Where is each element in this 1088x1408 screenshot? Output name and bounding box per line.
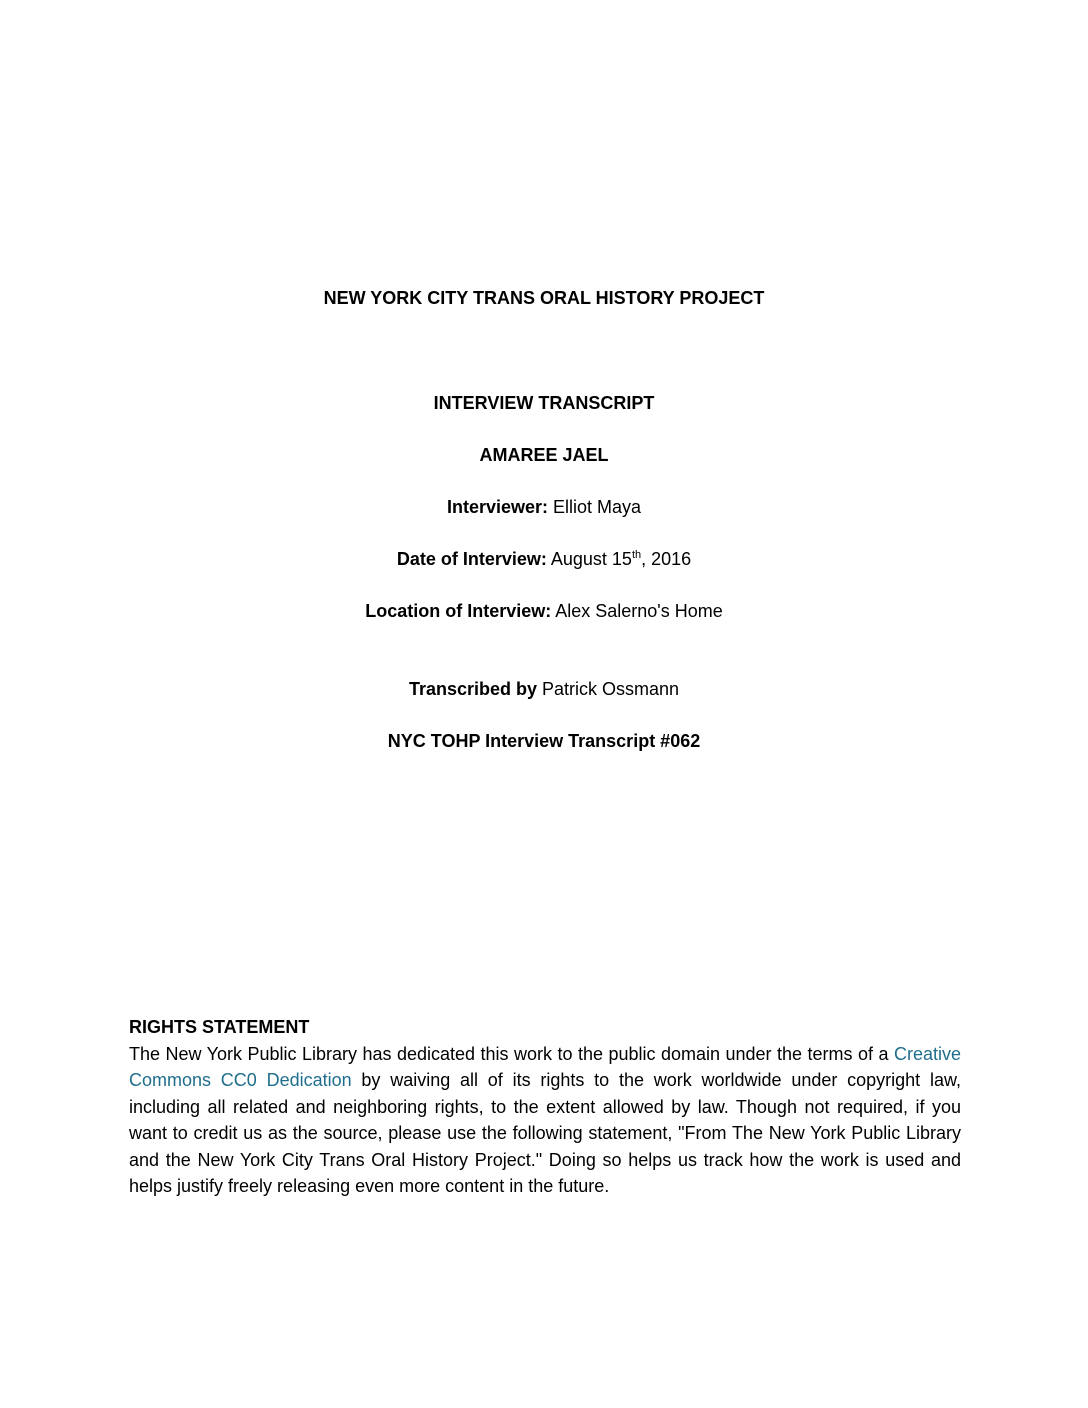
interview-date-value: August 15	[546, 549, 632, 569]
transcriber-label: Transcribed by	[408, 679, 537, 699]
interview-date-line	[0, 548, 1088, 570]
transcriber-value: Patrick Ossmann	[537, 679, 680, 699]
rights-text-after-link: by waiving all of its rights to the work worldwide under copyright law, including all related and neighboring rights, to the extent allowed by law. Though not required, if you want to credit us as the source, please use the following statement, "From The New York Public Library and the New York City Trans Oral History Project." Doing so helps us track how the work is used and helps justify freely releasing even more content in the future.	[129, 1070, 961, 1196]
interview-location-label: Location of Interview:	[365, 601, 552, 621]
interviewer-label: Interviewer:	[446, 497, 548, 517]
interview-date-year: , 2016	[641, 549, 692, 569]
transcript-number: NYC TOHP Interview Transcript #062	[387, 731, 701, 751]
transcriber-line	[0, 678, 1088, 700]
document-type: INTERVIEW TRANSCRIPT	[433, 393, 655, 413]
rights-text-before-link: The New York Public Library has dedicated this work to the public domain under the terms of a	[129, 1043, 894, 1064]
cc0-dedication-link[interactable]: Creative Commons CC0 Dedication	[129, 1043, 961, 1090]
interviewer-value: Elliot Maya	[548, 497, 642, 517]
narrator-name: AMAREE JAEL	[479, 445, 609, 465]
rights-statement	[129, 1014, 961, 1200]
rights-body	[129, 1041, 961, 1200]
interview-location-value: Alex Salerno's Home	[551, 601, 723, 621]
interview-location-line	[0, 600, 1088, 622]
project-title: NEW YORK CITY TRANS ORAL HISTORY PROJECT	[323, 288, 765, 308]
interviewer-line	[0, 496, 1088, 518]
rights-heading: RIGHTS STATEMENT	[129, 1017, 310, 1037]
interview-date-label: Date of Interview:	[396, 549, 547, 569]
interview-date-ordinal: th	[631, 549, 642, 561]
